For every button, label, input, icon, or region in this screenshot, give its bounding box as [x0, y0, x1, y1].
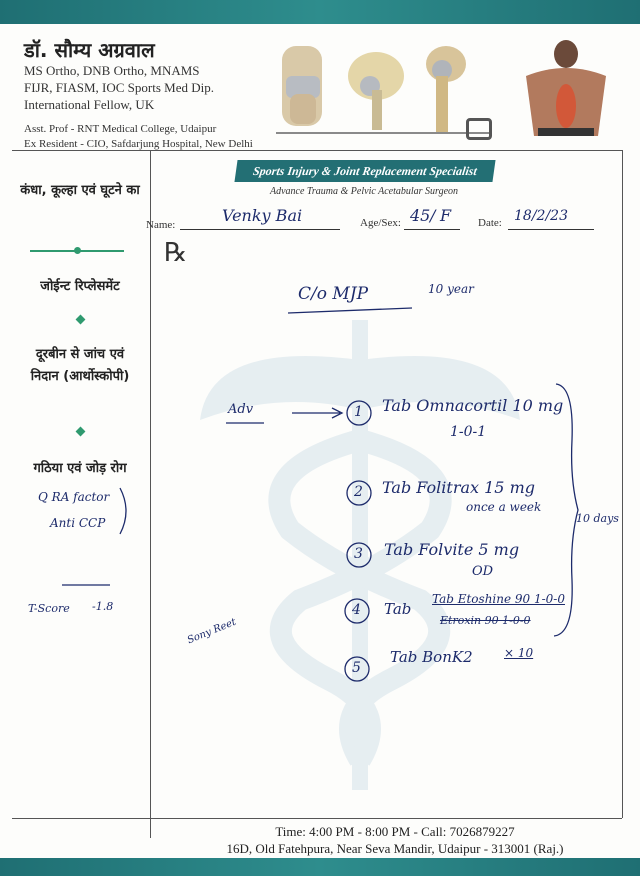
tab-prefix: Tab — [384, 600, 412, 618]
item-number: 3 — [354, 546, 363, 562]
medicine-name: Tab Etoshine 90 1-0-0 — [432, 592, 565, 606]
visit-date: 18/2/23 — [514, 208, 568, 224]
doctor-positions — [24, 122, 253, 152]
position-line: Asst. Prof - RNT Medical College, Udaipur — [24, 123, 217, 135]
qualification-line: International Fellow, UK — [24, 97, 155, 112]
date-line — [508, 229, 594, 230]
knee-implant-icon — [282, 46, 322, 126]
advice-label: Adv — [228, 402, 254, 417]
age-sex-slash: / — [430, 206, 436, 225]
date-label: Date: — [478, 217, 502, 229]
footer-divider — [12, 818, 622, 819]
medicine-name: Tab Folitrax 15 mg — [382, 478, 535, 497]
complaint-duration: 10 year — [428, 282, 474, 296]
service-joint-care: कंधा, कूल्हा एवं घूटने का — [20, 183, 140, 198]
item-number: 2 — [354, 484, 363, 500]
age-sex-line — [404, 229, 460, 230]
patient-sex: F — [440, 206, 452, 225]
medicine-name: Tab Omnacortil 10 mg — [382, 396, 564, 415]
orthopedic-illustrations — [276, 36, 612, 136]
arrow-icon — [290, 406, 346, 420]
advice-underline — [226, 420, 266, 426]
divider-dot-icon — [74, 247, 81, 254]
position-line: Ex Resident - CIO, Safdarjung Hospital, New Delhi — [24, 138, 253, 150]
doctor-name: डॉ. सौम्य अग्रवाल — [24, 38, 155, 62]
specialty-subtitle: Advance Trauma & Pelvic Acetabular Surgeon — [269, 186, 459, 197]
note-signature: Sony Reet — [185, 616, 238, 647]
specialty-banner: Sports Injury & Joint Replacement Specialist — [234, 160, 495, 182]
service-arthritis: गठिया एवं जोड़ रोग — [33, 461, 127, 476]
item-number: 4 — [352, 602, 361, 618]
clinic-timing: Time: 4:00 PM - 8:00 PM - Call: 7026879227 — [275, 824, 515, 839]
item-number: 5 — [352, 660, 361, 676]
sidebar-divider — [150, 150, 151, 838]
name-line — [180, 229, 340, 230]
qualification-line: FIJR, FIASM, IOC Sports Med Dip. — [24, 80, 214, 95]
doctor-qualifications — [24, 62, 214, 113]
item-number: 1 — [354, 404, 363, 420]
age-sex-label: Age/Sex: — [360, 217, 401, 229]
hip-implant-icon — [348, 52, 404, 130]
arthroscope-handle-icon — [466, 118, 492, 140]
chief-complaint: C/o MJP — [298, 284, 369, 304]
arthroscope-icon — [276, 132, 492, 134]
qualification-line: MS Ortho, DNB Ortho, MNAMS — [24, 63, 200, 78]
patient-name: Venky Bai — [222, 206, 303, 225]
medicine-dose: 1-0-1 — [450, 424, 487, 440]
diamond-bullet-icon — [76, 315, 86, 325]
note-t-score-label: T-Score — [28, 602, 70, 615]
back-pain-figure-icon — [526, 40, 606, 136]
note-bracket — [116, 486, 136, 536]
medicine-name: Tab BonK2 — [390, 648, 473, 666]
name-label: Name: — [146, 219, 176, 231]
medicine-dose: once a week — [466, 500, 542, 514]
medicine-quantity: × 10 — [504, 646, 534, 660]
shoulder-implant-icon — [426, 46, 466, 132]
bottom-color-band — [0, 858, 640, 876]
complaint-underline — [288, 306, 414, 316]
service-joint-replacement: जोईन्ट रिप्लेसमेंट — [40, 279, 120, 294]
service-arthroscopy: दूरबीन से जांच एवं निदान (आर्थोस्कोपी) — [30, 347, 130, 384]
patient-age: 45 — [410, 206, 431, 225]
header-divider — [12, 150, 622, 151]
clinic-address: 16D, Old Fatehpura, Near Seva Mandir, Udaipur - 313001 (Raj.) — [226, 841, 564, 856]
medicine-dose: OD — [472, 564, 494, 579]
course-bracket — [548, 380, 584, 640]
course-duration: 10 days — [576, 512, 619, 525]
note-anti-ccp: Anti CCP — [50, 516, 106, 530]
rx-symbol: ℞ — [164, 238, 188, 268]
note-ra-factor: Q RA factor — [38, 490, 110, 504]
note-t-score-value: -1.8 — [92, 600, 114, 613]
medicine-name: Tab Folvite 5 mg — [384, 540, 520, 559]
right-border — [622, 150, 623, 818]
medicine-dose: Etroxin 90 1-0-0 — [440, 614, 531, 627]
note-underline — [62, 582, 112, 588]
diamond-bullet-icon — [76, 427, 86, 437]
top-color-band — [0, 0, 640, 24]
